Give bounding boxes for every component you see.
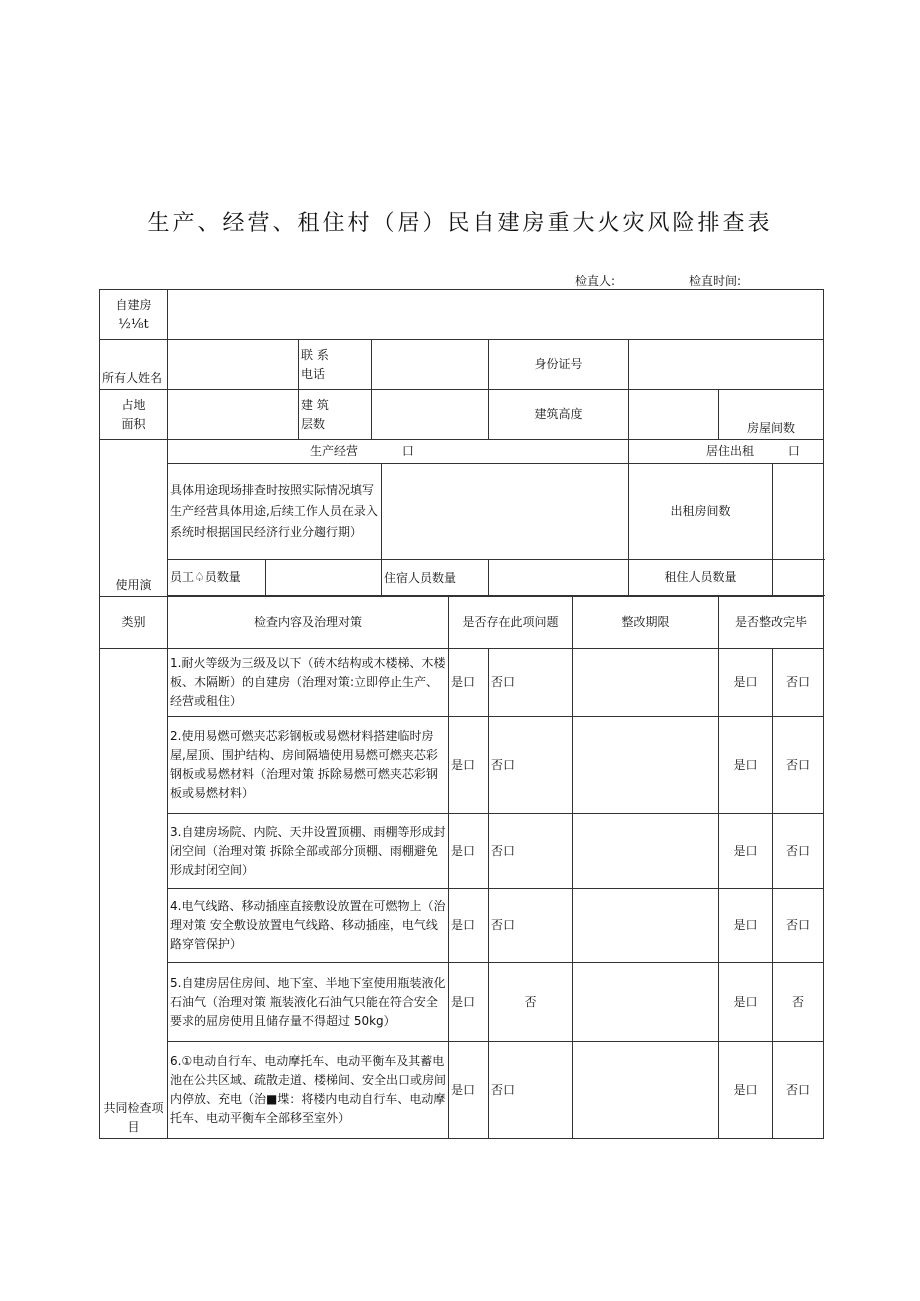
lodgers-cell[interactable] [489,560,629,596]
owner-cell[interactable] [168,340,299,390]
item-text: 3.自建房场院、内院、天井设置顶棚、雨棚等形成封闭空间（治理对策 拆除全部或部分顶棚、雨棚避免形成封闭空间） [168,814,449,889]
lodgers-label: 住宿人员数量 [382,560,489,596]
item-yes[interactable]: 是口 [449,963,489,1042]
item-done-no[interactable]: 否口 [773,1042,824,1139]
table-row [100,649,824,717]
item-yes[interactable]: 是口 [449,717,489,814]
phone-cell[interactable] [372,340,489,390]
item-no[interactable]: 否口 [489,814,573,889]
item-done-yes[interactable]: 是口 [719,649,773,717]
item-text: 6.①电动自行车、电动摩托车、电动平衡车及其蓄电池在公共区域、疏散走道、楼梯间、安全出口或房间内停放、充电（治■堞：将楼内电动自行车、电动摩托车、电动平衡车全部移至室外） [168,1042,449,1139]
item-text: 4.电气线路、移动插座直接敷设放置在可燃物上（治理对策 安全敷设放置电气线路、移动插座，电气线路穿管保护） [168,889,449,963]
item-done-no[interactable]: 否口 [773,814,824,889]
table-row [100,1042,824,1139]
item-deadline[interactable] [573,649,719,717]
item-done-no[interactable]: 否 [773,963,824,1042]
col-deadline: 整改期限 [573,597,719,649]
category-label: 共同检查项目 [100,649,168,1139]
table-row [100,717,824,814]
rooms-label: 房屋间数 [719,390,824,440]
area-cell[interactable] [168,390,299,440]
usage-note-value[interactable] [382,464,629,560]
house-name-label: 自建房 ½¹⁄₈t [100,290,168,340]
floors-cell[interactable] [372,390,489,440]
id-label: 身份证号 [489,340,629,390]
item-no[interactable]: 否口 [489,1042,573,1139]
col-exists: 是否存在此项问题 [449,597,573,649]
staff-label: 员工♤员数量 [168,560,266,596]
col-category: 类别 [100,597,168,649]
item-done-yes[interactable]: 是口 [719,889,773,963]
height-cell[interactable] [629,390,719,440]
item-yes[interactable]: 是口 [449,889,489,963]
floors-label: 建 筑 层数 [299,390,372,440]
house-name-cell[interactable] [168,290,824,340]
inspect-time-label: 检直时间: [689,274,742,288]
item-no[interactable]: 否口 [489,717,573,814]
item-no[interactable]: 否口 [489,889,573,963]
usage-label: 使用演 [100,440,168,597]
table-row [100,814,824,889]
usage-note: 具体用途现场排查时按照实际情况填写生产经营具体用途,后续工作人员在录入系统时根据国民经济行业分趨行期） [168,464,382,560]
item-done-yes[interactable]: 是口 [719,963,773,1042]
phone-label: 联 系 电话 [299,340,372,390]
col-content: 检查内容及治理对策 [168,597,449,649]
rental-checkbox[interactable]: 口 [787,444,800,458]
production-checkbox[interactable]: 口 [401,444,414,458]
rental-cell[interactable]: 居住出租 口 [629,440,824,464]
item-done-no[interactable]: 否口 [773,649,824,717]
tenants-cell[interactable] [773,560,824,596]
area-label: 占地 面积 [100,390,168,440]
id-cell[interactable] [629,340,824,390]
rental-rooms-label: 出租房间数 [629,464,773,560]
item-text: 5.自建房居住房间、地下室、半地下室使用瓶装液化石油气（治理对策 瓶装液化石油气只能在符合安全要求的屈房使用且储存量不得超过 50kg） [168,963,449,1042]
item-no[interactable]: 否口 [489,649,573,717]
height-label: 建筑高度 [489,390,629,440]
item-done-yes[interactable]: 是口 [719,814,773,889]
item-done-yes[interactable]: 是口 [719,717,773,814]
item-done-no[interactable]: 否口 [773,717,824,814]
inspector-label: 检直人: [575,274,616,288]
item-done-no[interactable]: 否口 [773,889,824,963]
production-cell[interactable]: 生产经营 口 [168,440,629,464]
table-row [100,963,824,1042]
item-yes[interactable]: 是口 [449,814,489,889]
item-deadline[interactable] [573,889,719,963]
table-row [100,889,824,963]
item-yes[interactable]: 是口 [449,649,489,717]
item-deadline[interactable] [573,717,719,814]
item-deadline[interactable] [573,1042,719,1139]
rental-rooms-cell[interactable] [773,464,824,560]
item-done-yes[interactable]: 是口 [719,1042,773,1139]
owner-label: 所有人姓名 [100,340,168,390]
item-text: 1.耐火等级为三级及以下（砖木结构或木楼梯、木楼板、木隔断）的自建房（治理对策:立即停止生产、经营或租住） [168,649,449,717]
inspection-table [99,289,824,1139]
item-no[interactable]: 否 [489,963,573,1042]
item-deadline[interactable] [573,963,719,1042]
page-title: 生产、经营、租住村（居）民自建房重大火灾风险排查表 [147,211,773,236]
item-deadline[interactable] [573,814,719,889]
tenants-label: 租住人员数量 [629,560,773,596]
col-done: 是否整改完毕 [719,597,824,649]
staff-cell[interactable] [266,560,382,596]
item-yes[interactable]: 是口 [449,1042,489,1139]
item-text: 2.使用易燃可燃夹芯彩钢板或易燃材料搭建临时房屋,屋顶、围护结构、房间隔墙使用易燃可燃夹芯彩钢板或易燃材料（治理对策 拆除易燃可燃夹芯彩钢板或易燃材料） [168,717,449,814]
